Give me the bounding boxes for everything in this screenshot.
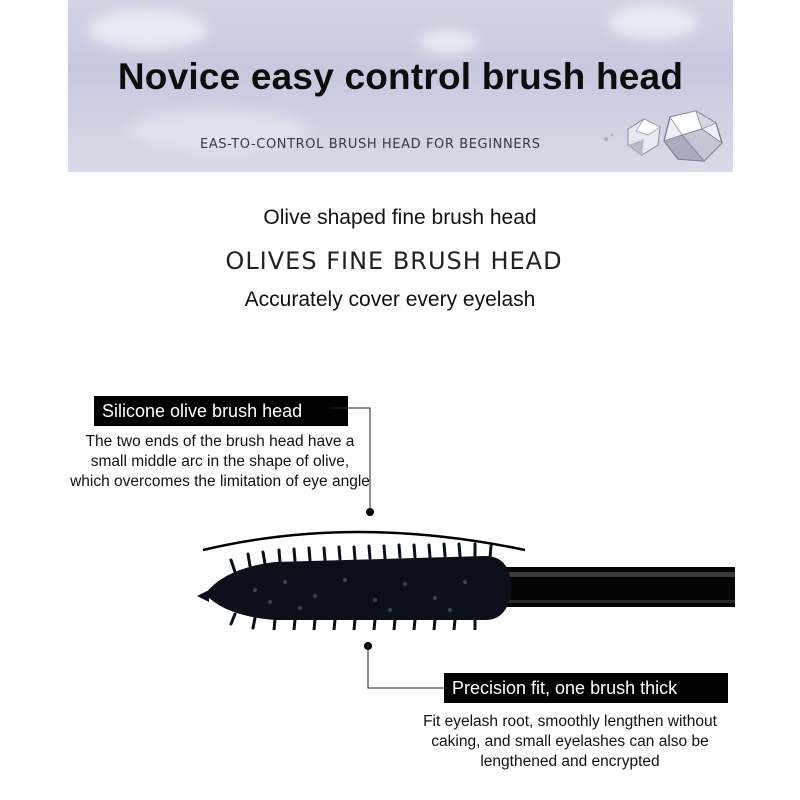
mascara-brush-image [195, 520, 740, 630]
callout-bottom-label: Precision fit, one brush thick [444, 673, 728, 703]
headline-tagline: Accurately cover every eyelash [244, 288, 536, 311]
headline-primary: Olive shaped fine brush head [263, 206, 537, 229]
callout-top-description: The two ends of the brush head have a small middle arc in the shape of olive, which overcomes the limitation of eye angle [70, 433, 370, 490]
banner [68, 0, 733, 172]
banner-title: Novice easy control brush head [117, 56, 684, 97]
callout-bottom-leader-line [360, 640, 450, 700]
callout-top-leader-line [330, 400, 380, 520]
callout-bottom-description: Fit eyelash root, smoothly lengthen without caking, and small eyelashes can also be lengthened and encrypted [423, 713, 717, 770]
headline-secondary: OLIVES FINE BRUSH HEAD [225, 247, 563, 275]
diamond-icon [598, 105, 728, 167]
callout-top-label: Silicone olive brush head [94, 396, 348, 426]
banner-subtitle: EAS-TO-CONTROL BRUSH HEAD FOR BEGINNERS [200, 137, 541, 152]
